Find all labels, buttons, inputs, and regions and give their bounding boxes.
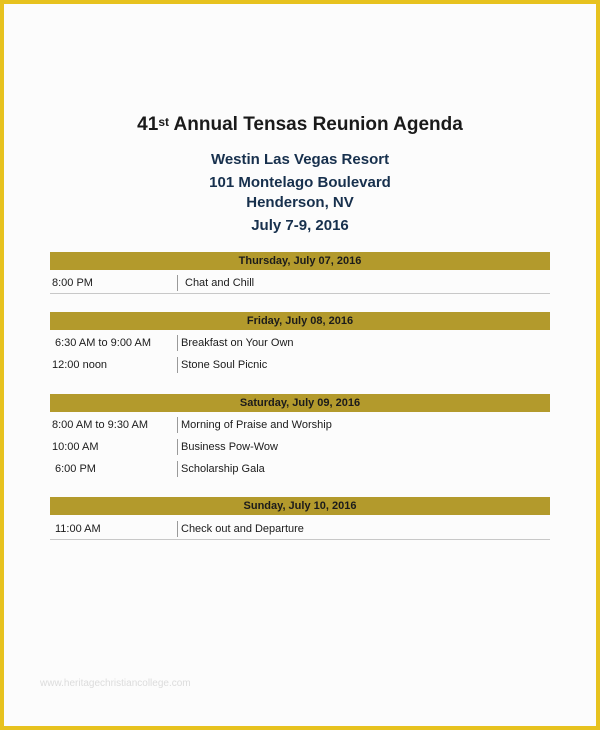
agenda-time: 10:00 AM	[52, 441, 99, 453]
agenda-time: 12:00 noon	[52, 359, 108, 371]
column-divider	[177, 521, 178, 537]
column-divider	[177, 461, 178, 477]
day-header-saturday: Saturday, July 09, 2016	[50, 394, 550, 412]
agenda-event: Check out and Departure	[181, 523, 304, 535]
column-divider	[177, 357, 178, 373]
column-divider	[177, 417, 178, 433]
venue-street: 101 Montelago Boulevard	[209, 174, 391, 191]
agenda-row	[50, 333, 550, 353]
agenda-event: Breakfast on Your Own	[181, 337, 294, 349]
agenda-row	[50, 519, 550, 540]
day-header-friday: Friday, July 08, 2016	[50, 312, 550, 330]
column-divider	[177, 275, 178, 291]
agenda-row	[50, 273, 550, 294]
agenda-title	[0, 113, 600, 137]
agenda-row	[50, 355, 550, 375]
day-header-sunday: Sunday, July 10, 2016	[50, 497, 550, 515]
agenda-time: 8:00 AM to 9:30 AM	[52, 419, 149, 431]
agenda-event: Chat and Chill	[185, 277, 255, 289]
column-divider	[177, 335, 178, 351]
title-ordinal-suffix: st	[158, 115, 169, 129]
agenda-event: Morning of Praise and Worship	[181, 419, 332, 431]
title-number: 41	[137, 114, 159, 135]
agenda-event: Scholarship Gala	[181, 463, 265, 475]
agenda-row	[50, 415, 550, 435]
title-text: Annual Tensas Reunion Agenda	[168, 114, 463, 135]
agenda-event: Business Pow-Wow	[181, 441, 278, 453]
agenda-time: 6:00 PM	[55, 463, 96, 475]
agenda-time: 8:00 PM	[52, 277, 93, 289]
agenda-row	[50, 437, 550, 457]
venue-city: Henderson, NV	[246, 194, 354, 211]
agenda-event: Stone Soul Picnic	[181, 359, 268, 371]
column-divider	[177, 439, 178, 455]
venue-name: Westin Las Vegas Resort	[210, 151, 390, 168]
watermark: www.heritagechristiancollege.com	[40, 678, 191, 689]
agenda-time: 6:30 AM to 9:00 AM	[55, 337, 152, 349]
agenda-row	[50, 459, 550, 479]
day-header-thursday: Thursday, July 07, 2016	[50, 252, 550, 270]
agenda-time: 11:00 AM	[55, 523, 101, 535]
event-dates: July 7-9, 2016	[251, 217, 349, 234]
